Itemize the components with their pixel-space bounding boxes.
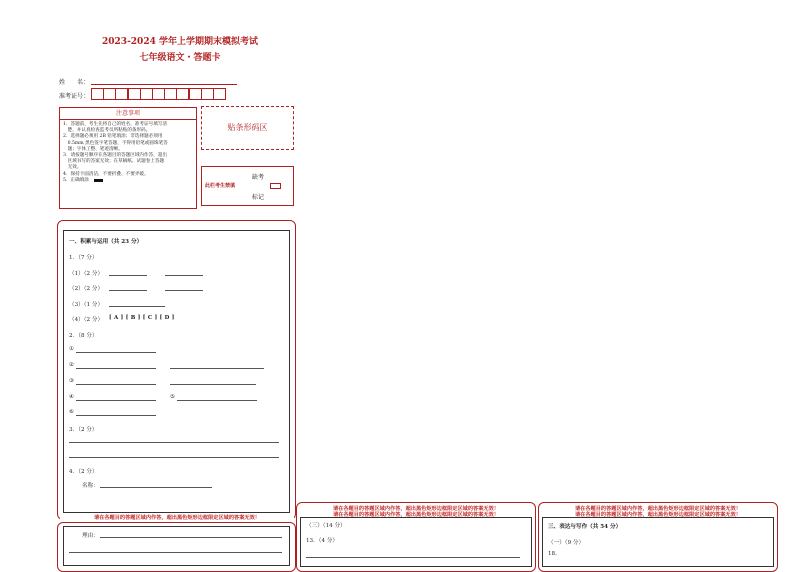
reason-answer-line[interactable] — [69, 552, 282, 553]
notice-item: 2．选择题必须用 2B 铅笔填涂；非选择题必须用 0.5mm 黑色签字笔答题，不得用铅笔或圆珠笔答 题；字体工整、笔迹清晰。 — [63, 134, 168, 152]
q4-label: 4．（2 分） — [69, 469, 98, 475]
q2-item-6: ⑥ — [69, 409, 75, 415]
boundary-warning: 请在各题目的答题区域内作答，超出黑色矩形边框限定区域的答案无效！ — [574, 506, 741, 512]
absent-mark-checkbox[interactable] — [270, 183, 281, 189]
name-label: 姓 名： — [59, 79, 90, 86]
q1-1-answer-line[interactable] — [165, 275, 203, 276]
id-digit-box[interactable] — [189, 88, 202, 100]
q2-item-3: ③ — [69, 378, 75, 384]
q13-label: 13．（4 分） — [306, 538, 339, 544]
notice-box — [59, 107, 197, 209]
absent-word: 缺考 — [252, 174, 265, 181]
id-digit-box[interactable] — [115, 88, 128, 100]
q2-3-answer-line[interactable] — [76, 384, 156, 385]
q1-3-answer-line[interactable] — [109, 306, 165, 307]
q1-1-label: （1）（2 分） — [69, 271, 104, 277]
q2-6-answer-line[interactable] — [76, 415, 156, 416]
absent-box — [201, 166, 294, 206]
q13-answer-line[interactable] — [306, 557, 520, 558]
notice-text — [63, 122, 195, 184]
q2-5-answer-line[interactable] — [177, 400, 257, 401]
id-digit-box[interactable] — [201, 88, 214, 100]
boundary-warning: 请在各题目的答题区域内作答，超出黑色矩形边框限定区域的答案无效！ — [332, 512, 499, 518]
q2-3-answer-line[interactable] — [170, 384, 256, 385]
q18-label: 18. — [548, 551, 557, 557]
boundary-warning: 请在各题目的答题区域内作答，超出黑色矩形边框限定区域的答案无效！ — [332, 506, 499, 512]
id-digit-box[interactable] — [128, 88, 141, 100]
q2-1-answer-line[interactable] — [76, 352, 156, 353]
id-digit-box[interactable] — [140, 88, 153, 100]
q2-4-answer-line[interactable] — [76, 400, 156, 401]
id-digit-box[interactable] — [152, 88, 165, 100]
q3-label: 3．（2 分） — [69, 427, 98, 433]
notice-item: 3．请按题号顺序在各题目的答题区域内作答，超出 区域书写的答案无效；在草稿纸、试题卷上答题 无效。 — [63, 153, 167, 171]
boundary-warning: 请在各题目的答题区域内作答，超出黑色矩形边框限定区域的答案无效！ — [574, 512, 741, 518]
q1-label: 1．（7 分） — [69, 255, 98, 261]
q3-answer-line[interactable] — [69, 442, 279, 443]
q2-2-answer-line[interactable] — [76, 368, 156, 369]
notice-heading: 注意事项 — [60, 108, 196, 120]
filled-mark-icon — [94, 179, 103, 182]
notice-item: 4．保持卡面清洁，不要折叠、不要弄破。 — [63, 171, 149, 177]
q2-label: 2．（8 分） — [69, 333, 98, 339]
name-field[interactable] — [91, 84, 237, 85]
reason-label: 理由： — [82, 533, 99, 539]
id-digit-box[interactable] — [176, 88, 189, 100]
id-number-boxes[interactable] — [91, 88, 225, 100]
section1-heading: 一、积累与运用（共 23 分） — [69, 239, 143, 245]
q2-item-2: ② — [69, 362, 75, 368]
q1-1-answer-line[interactable] — [109, 275, 147, 276]
q2-item-5: ⑤ — [170, 394, 176, 400]
barcode-area: 贴条形码区 — [201, 106, 294, 150]
id-digit-box[interactable] — [164, 88, 177, 100]
exam-title: 2023-2024 学年上学期期末模拟考试 — [102, 37, 258, 47]
id-label: 准考证号： — [59, 93, 90, 100]
notice-item: 1．答题前，考生先将自己的姓名，准考证号填写清 楚，并认真检查监考员所粘贴的条形码。 — [63, 122, 167, 134]
id-digit-box[interactable] — [91, 88, 104, 100]
section4-subheading: （一）（9 分） — [548, 540, 585, 546]
section4-heading: 三、表达与写作（共 54 分） — [548, 524, 622, 530]
q2-2-answer-line[interactable] — [170, 368, 264, 369]
id-digit-box[interactable] — [213, 88, 226, 100]
q4-name-answer-line[interactable] — [100, 487, 212, 488]
q2-item-1: ① — [69, 346, 75, 352]
reason-answer-line[interactable] — [100, 537, 282, 538]
notice-item: 5．正确填涂 — [63, 177, 89, 183]
q1-2-answer-line[interactable] — [109, 290, 147, 291]
q1-2-label: （2）（2 分） — [69, 286, 104, 292]
absent-label: 此栏考生禁填 — [205, 183, 236, 189]
id-digit-box[interactable] — [103, 88, 116, 100]
q1-2-answer-line[interactable] — [165, 290, 203, 291]
section3-heading: （三）（14 分） — [306, 523, 346, 529]
q2-item-4: ④ — [69, 394, 75, 400]
mark-word: 标记 — [252, 194, 265, 201]
boundary-warning: 请在各题目的答题区域内作答，超出黑色矩形边框限定区域的答案无效！ — [60, 514, 294, 521]
q3-answer-line[interactable] — [69, 457, 279, 458]
exam-subtitle: 七年级语文・答题卡 — [139, 53, 221, 63]
q1-3-label: （3）（1 分） — [69, 302, 104, 308]
q1-4-label: （4）（2 分） — [69, 317, 104, 323]
q4-name-label: 名称： — [82, 483, 99, 489]
q1-4-choice-options[interactable]: [ A ] [ B ] [ C ] [ D ] — [109, 315, 175, 321]
